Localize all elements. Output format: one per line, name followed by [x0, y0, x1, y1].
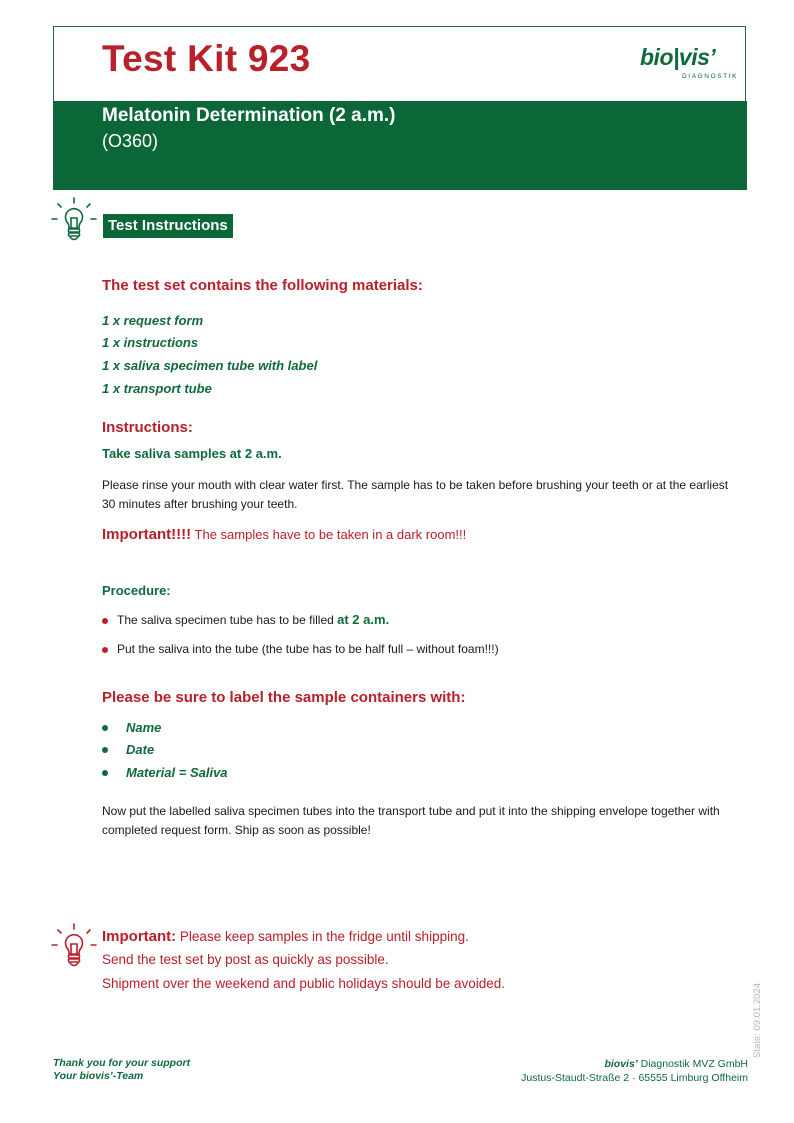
- test-name: Melatonin Determination (2 a.m.): [102, 105, 396, 126]
- material-item: 1 x instructions: [102, 335, 199, 350]
- procedure-step: [117, 612, 389, 627]
- company-name: Diagnostik MVZ GmbH: [637, 1058, 748, 1070]
- label-item: Material = Saliva: [126, 765, 228, 780]
- paragraph-line: Please rinse your mouth with clear water first. The sample has to be taken before brushing your teeth or at the earliest: [102, 478, 729, 492]
- step-text: The saliva specimen tube has to be filled: [117, 613, 338, 627]
- notice-line: Send the test set by post as quickly as possible.: [102, 952, 389, 967]
- paragraph-line: completed request form. Ship as soon as possible!: [102, 823, 371, 837]
- material-item: 1 x request form: [102, 313, 204, 328]
- label-item: Date: [126, 742, 155, 757]
- bullet: [102, 725, 108, 731]
- biovis-logo: bio|vis’: [640, 44, 716, 70]
- section-badge: Test Instructions: [103, 214, 233, 238]
- footer-company: [604, 1058, 748, 1070]
- bullet: [102, 747, 108, 753]
- notice-label: Important:: [102, 928, 177, 945]
- logo-subtitle: DIAGNOSTIK: [682, 73, 739, 80]
- procedure-heading: Procedure:: [102, 583, 171, 598]
- step-emphasis: at 2 a.m.: [337, 612, 390, 627]
- bullet: [102, 647, 108, 653]
- instructions-heading: Instructions:: [102, 419, 193, 436]
- paragraph-line: Now put the labelled saliva specimen tubes into the transport tube and put it into the shipping envelope together with: [102, 804, 720, 818]
- important-text: The samples have to be taken in a dark room!!!: [191, 527, 467, 542]
- kit-title: Test Kit 923: [102, 38, 311, 79]
- state-date: State: 09.01.2024: [752, 982, 763, 1058]
- labeling-heading: Please be sure to label the sample containers with:: [102, 689, 466, 706]
- lightbulb-icon: [50, 196, 98, 248]
- notice-text: Please keep samples in the fridge until shipping.: [176, 929, 469, 944]
- lightbulb-icon: [50, 922, 98, 974]
- footer-address: Justus-Staudt-Straße 2 · 65555 Limburg Offheim: [521, 1072, 748, 1084]
- company-brand: biovis’: [604, 1058, 638, 1070]
- notice-line: [102, 928, 469, 945]
- test-code: (O360): [102, 131, 159, 151]
- important-dark-room: [102, 526, 466, 543]
- shipping-paragraph: [102, 802, 752, 840]
- bullet: [102, 770, 108, 776]
- materials-heading: The test set contains the following materials:: [102, 277, 423, 294]
- material-item: 1 x saliva specimen tube with label: [102, 358, 318, 373]
- important-label: Important!!!!: [102, 526, 192, 543]
- material-item: 1 x transport tube: [102, 381, 212, 396]
- label-item: Name: [126, 720, 162, 735]
- instructions-subheading: Take saliva samples at 2 a.m.: [102, 446, 282, 461]
- instructions-paragraph: [102, 476, 752, 514]
- procedure-step: Put the saliva into the tube (the tube has to be half full – without foam!!!): [117, 642, 499, 656]
- bullet: [102, 618, 108, 624]
- notice-line: Shipment over the weekend and public holidays should be avoided.: [102, 976, 506, 991]
- paragraph-line: 30 minutes after brushing your teeth.: [102, 497, 298, 511]
- footer-team: Your biovis’-Team: [53, 1070, 144, 1082]
- footer-thanks: Thank you for your support: [53, 1057, 191, 1069]
